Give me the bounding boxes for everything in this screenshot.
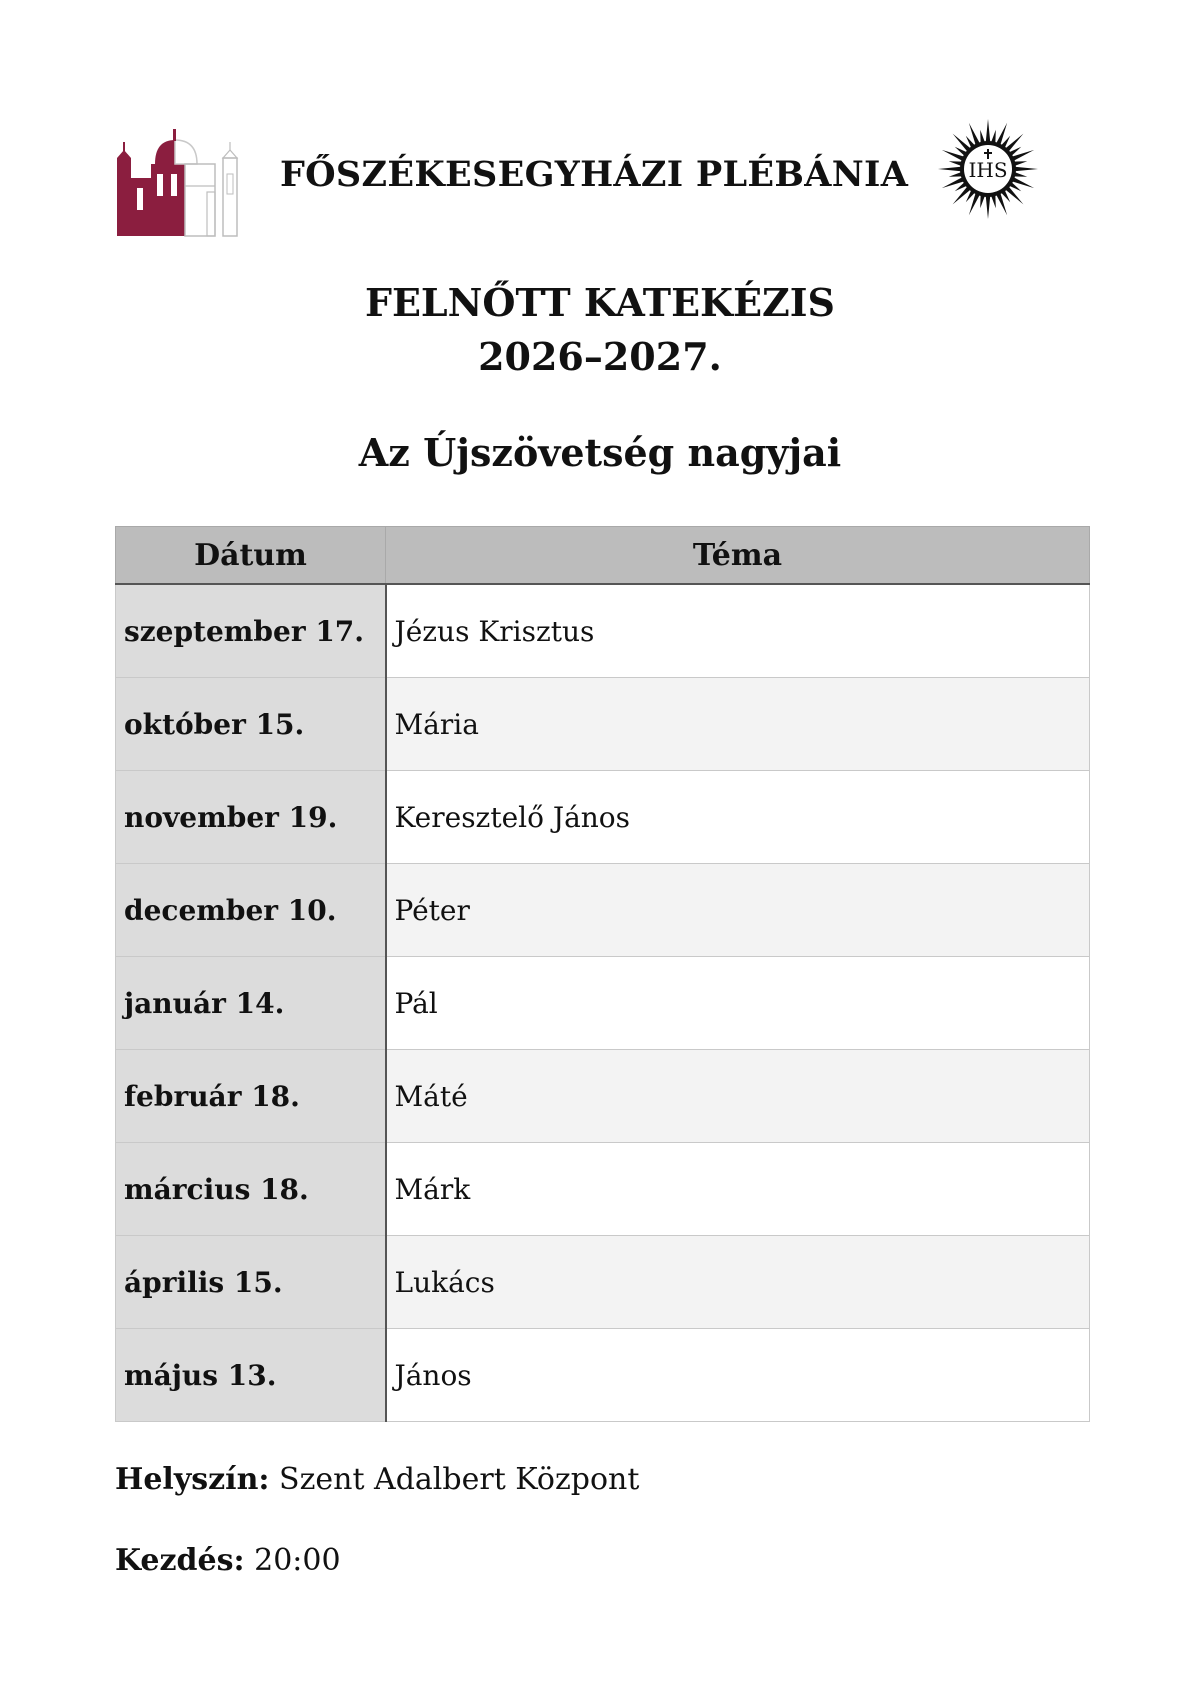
row-topic: Mária xyxy=(386,678,1090,771)
table-row xyxy=(116,1236,1090,1329)
page-year: 2026–2027. xyxy=(478,334,722,379)
table-row xyxy=(116,678,1090,771)
row-date: december 10. xyxy=(116,864,386,957)
row-topic: Jézus Krisztus xyxy=(386,584,1090,678)
sun-ray xyxy=(938,167,962,172)
row-topic: Lukács xyxy=(386,1236,1090,1329)
page-title: FELNŐTT KATEKÉZIS xyxy=(364,280,835,325)
start-value: 20:00 xyxy=(254,1543,341,1578)
location-value: Szent Adalbert Központ xyxy=(279,1462,640,1497)
table-row xyxy=(116,1050,1090,1143)
table-row xyxy=(116,957,1090,1050)
table-row xyxy=(116,584,1090,678)
schedule-table xyxy=(115,526,1090,1422)
row-date: március 18. xyxy=(116,1143,386,1236)
row-topic: Pál xyxy=(386,957,1090,1050)
parish-name: FŐSZÉKESEGYHÁZI PLÉBÁNIA xyxy=(280,154,909,195)
row-date: április 15. xyxy=(116,1236,386,1329)
start-time-line xyxy=(115,1543,341,1578)
row-topic: Péter xyxy=(386,864,1090,957)
ihs-emblem-text: IHS xyxy=(968,158,1008,182)
row-date: november 19. xyxy=(116,771,386,864)
row-topic: Máté xyxy=(386,1050,1090,1143)
page-subtitle: Az Újszövetség nagyjai xyxy=(358,430,842,475)
location-label: Helyszín: xyxy=(115,1462,270,1497)
column-header-topic: Téma xyxy=(386,527,1090,585)
start-label: Kezdés: xyxy=(115,1543,245,1578)
title-block xyxy=(0,276,1200,384)
row-date: szeptember 17. xyxy=(116,584,386,678)
location-line xyxy=(115,1462,639,1497)
row-topic: Keresztelő János xyxy=(386,771,1090,864)
column-header-date: Dátum xyxy=(116,527,386,585)
cathedral-logo-icon xyxy=(115,126,243,238)
ihs-sun-emblem-icon xyxy=(937,118,1039,220)
row-date: május 13. xyxy=(116,1329,386,1422)
row-topic: Márk xyxy=(386,1143,1090,1236)
sun-ray xyxy=(986,119,991,143)
table-row xyxy=(116,864,1090,957)
table-row xyxy=(116,771,1090,864)
sun-ray xyxy=(986,195,991,219)
row-date: október 15. xyxy=(116,678,386,771)
page-header xyxy=(115,118,1045,238)
row-date: február 18. xyxy=(116,1050,386,1143)
table-row xyxy=(116,1329,1090,1422)
row-topic: János xyxy=(386,1329,1090,1422)
sun-ray xyxy=(1014,167,1038,172)
table-row xyxy=(116,1143,1090,1236)
table-header-row xyxy=(116,527,1090,585)
row-date: január 14. xyxy=(116,957,386,1050)
